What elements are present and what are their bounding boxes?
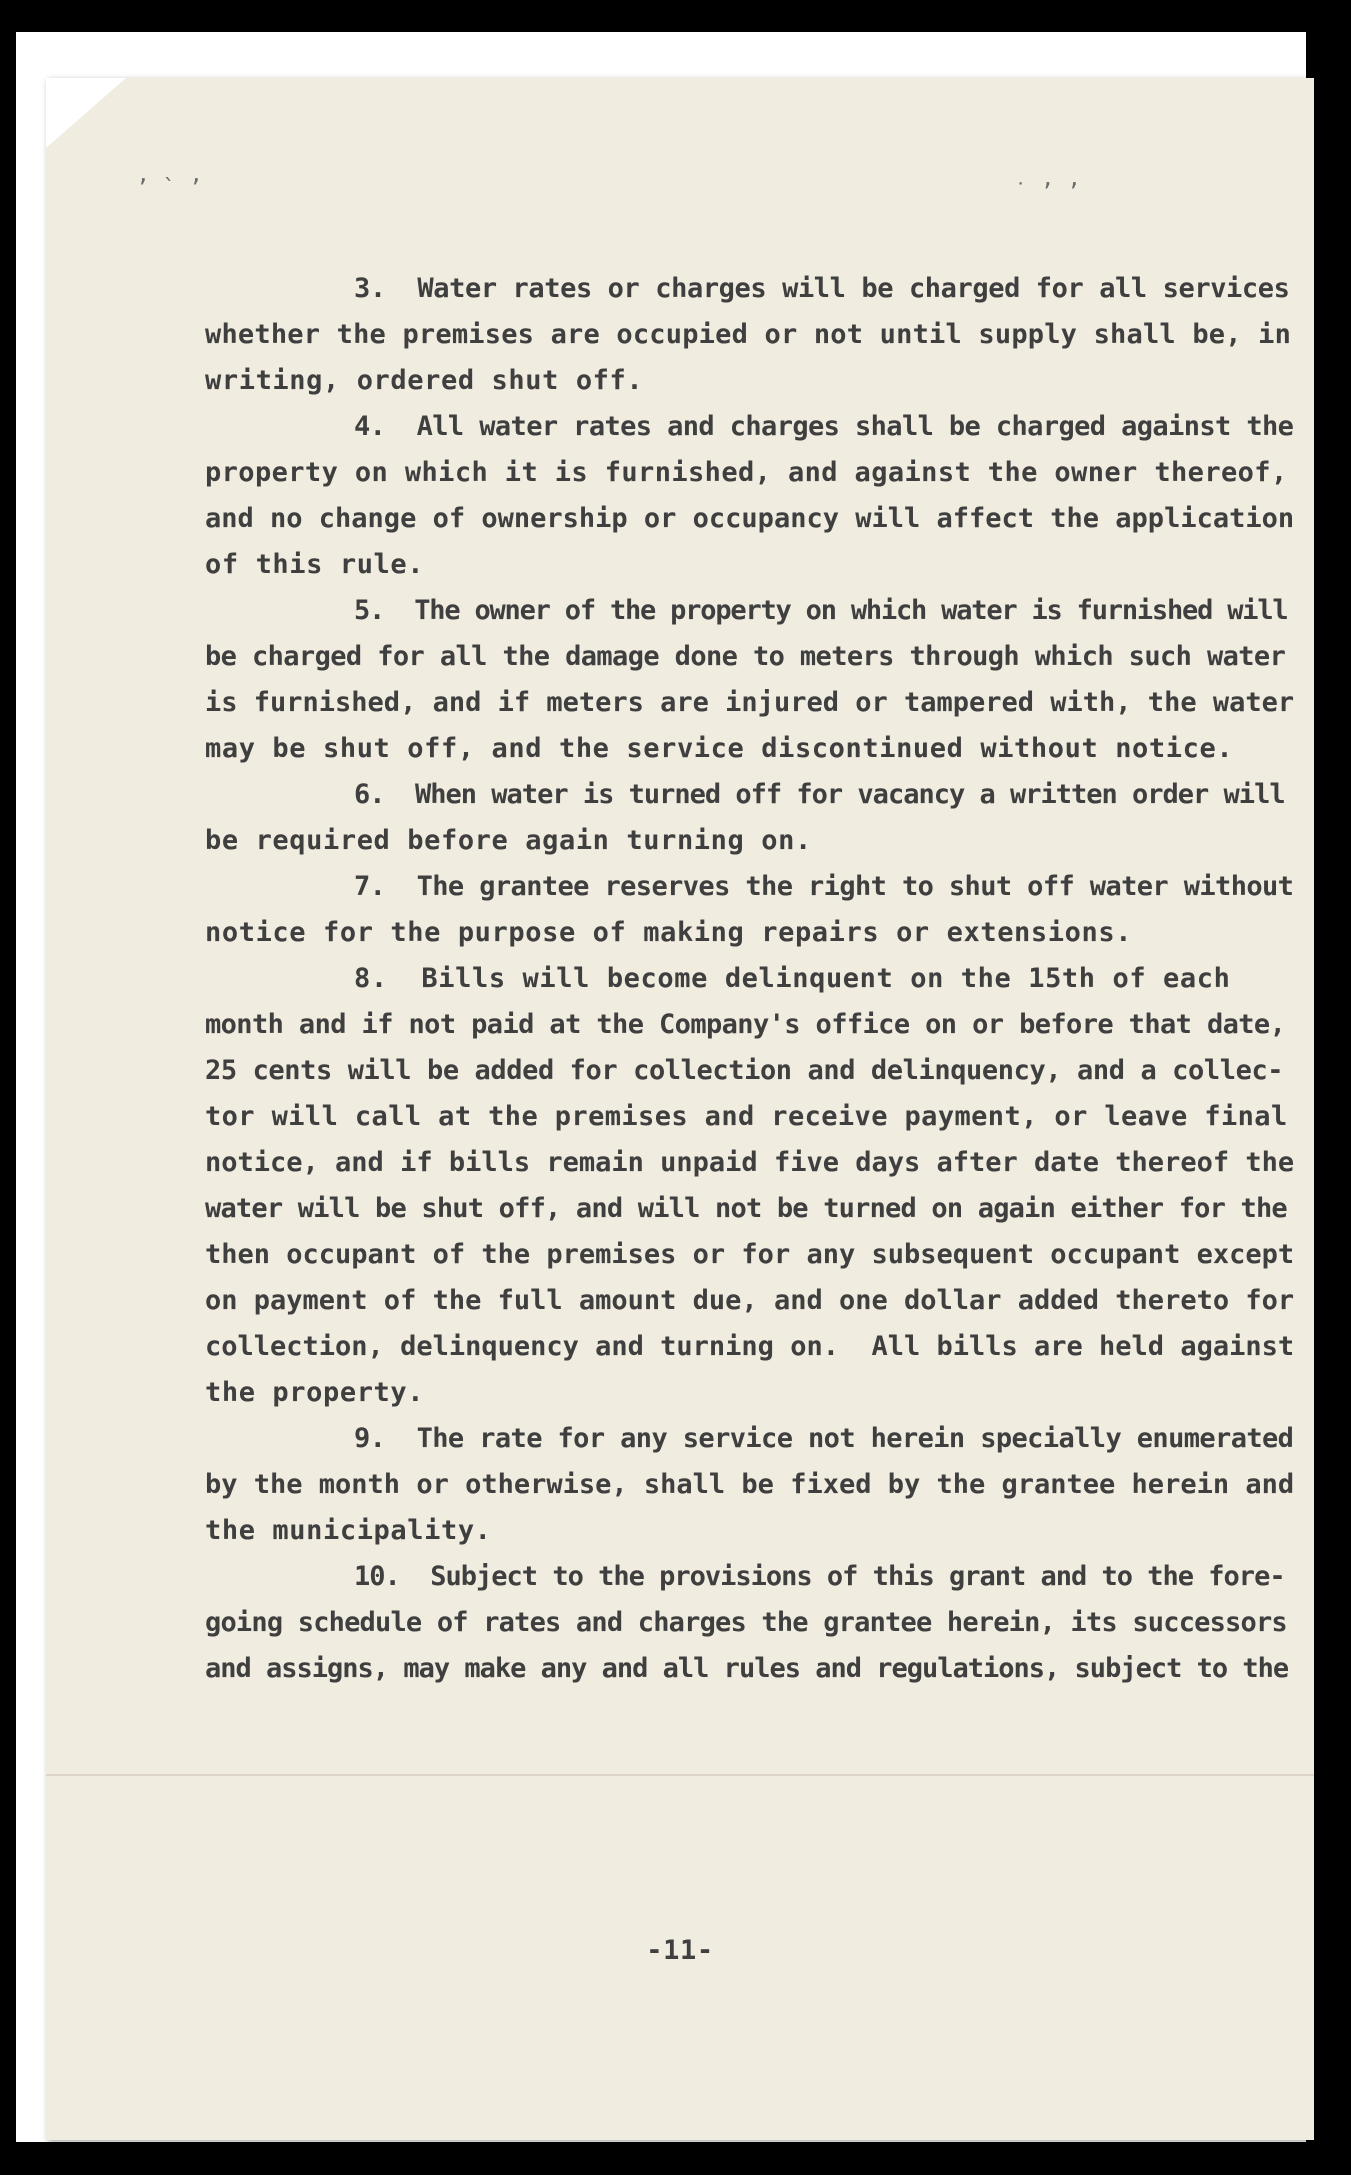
folded-corner: [46, 78, 126, 148]
text-line-9: be charged for all the damage done to meters through which such water: [205, 641, 1286, 672]
fold-crease: [46, 1774, 1314, 1776]
text-line-19: tor will call at the premises and receive payment, or leave final: [205, 1101, 1288, 1132]
text-line-12: 6. When water is turned off for vacancy a written order will: [354, 779, 1285, 810]
text-line-26: 9. The rate for any service not herein specially enumerated: [354, 1423, 1294, 1454]
text-line-8: 5. The owner of the property on which water is furnished will: [354, 595, 1288, 626]
text-line-5: property on which it is furnished, and against the owner thereof,: [205, 457, 1288, 488]
text-line-29: 10. Subject to the provisions of this grant and to the fore-: [354, 1561, 1285, 1592]
text-line-1: 3. Water rates or charges will be charged for all services: [354, 273, 1290, 304]
text-line-28: the municipality.: [205, 1515, 492, 1546]
text-line-30: going schedule of rates and charges the grantee herein, its successors: [205, 1607, 1287, 1638]
text-line-4: 4. All water rates and charges shall be charged against the: [354, 411, 1294, 442]
text-line-7: of this rule.: [205, 549, 425, 580]
text-line-24: collection, delinquency and turning on. All bills are held against: [205, 1331, 1295, 1362]
text-line-27: by the month or otherwise, shall be fixed by the grantee herein and: [205, 1469, 1295, 1500]
text-line-15: notice for the purpose of making repairs or extensions.: [205, 917, 1133, 948]
document-page: [46, 78, 1314, 2140]
text-line-3: writing, ordered shut off.: [205, 365, 644, 396]
text-line-10: is furnished, and if meters are injured or tampered with, the water: [205, 687, 1295, 718]
text-line-17: month and if not paid at the Company's office on or before that date,: [205, 1009, 1286, 1040]
text-line-16: 8. Bills will become delinquent on the 15th of each: [354, 963, 1231, 994]
corner-punch-mark-left: ʼ ` ʼ: [136, 176, 203, 201]
text-line-25: the property.: [205, 1377, 425, 1408]
text-line-23: on payment of the full amount due, and one dollar added thereto for: [205, 1285, 1295, 1316]
text-line-14: 7. The grantee reserves the right to shut off water without: [354, 871, 1294, 902]
text-line-20: notice, and if bills remain unpaid five days after date thereof the: [205, 1147, 1295, 1178]
text-line-31: and assigns, may make any and all rules and regulations, subject to the: [205, 1653, 1289, 1684]
text-line-6: and no change of ownership or occupancy will affect the application: [205, 503, 1295, 534]
text-line-11: may be shut off, and the service discontinued without notice.: [205, 733, 1234, 764]
text-line-22: then occupant of the premises or for any subsequent occupant except: [205, 1239, 1295, 1270]
text-line-21: water will be shut off, and will not be turned on again either for the: [205, 1193, 1287, 1224]
text-line-13: be required before again turning on.: [205, 825, 812, 856]
text-line-2: whether the premises are occupied or not until supply shall be, in: [205, 319, 1292, 350]
text-line-18: 25 cents will be added for collection and delinquency, and a collec-: [205, 1055, 1284, 1086]
page-number: -11-: [646, 1935, 714, 1966]
corner-punch-mark-right: ˙ ʼ ʼ: [1014, 180, 1081, 205]
